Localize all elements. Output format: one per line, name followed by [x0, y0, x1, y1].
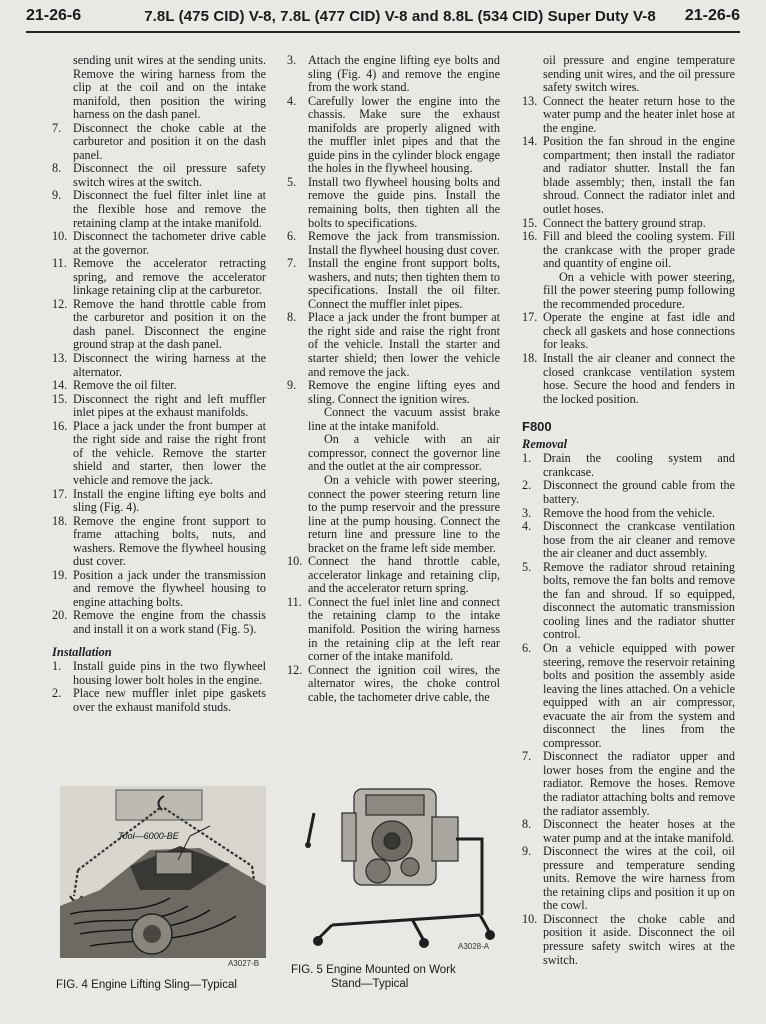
list-item: 10. Disconnect the choke cable and position it aside. Disconnect the oil pressure safety switch wires at the switch.	[522, 911, 735, 967]
lifting-sling-illustration	[60, 786, 266, 958]
list-item: 1. Install guide pins in the two flywheel housing lower bolt holes in the engine.	[52, 659, 266, 687]
paragraph: Connect the vacuum assist brake line at the intake manifold.	[308, 405, 500, 433]
list-item: 11. Remove the accelerator retracting spring, and remove the accelerator linkage retaining clip at the carburetor.	[52, 256, 266, 298]
list-item: 19. Position a jack under the transmission and remove the flywheel housing to engine attaching bolts.	[52, 567, 266, 609]
installation-steps-list	[52, 660, 266, 714]
list-item: 8. Disconnect the heater hoses at the water pump and at the intake manifold.	[522, 817, 735, 845]
figure-4-caption: FIG. 4 Engine Lifting Sling—Typical	[56, 979, 237, 991]
list-item: 10. Disconnect the tachometer drive cable at the governor.	[52, 229, 266, 257]
list-item: 18. Remove the engine front support to frame attaching bolts, nuts, and washers. Remove the flywheel housing dust cover.	[52, 513, 266, 569]
list-item: 4. Carefully lower the engine into the chassis. Make sure the exhaust manifolds are properly aligned with the muffler inlet pipes and that the guide pins in the cylinder block engage the holes in the flywheel housing.	[287, 93, 500, 176]
list-item: 14. Position the fan shroud in the engine compartment; then install the radiator and radiator shutter. Install the fan blade assembly; then, install the fan shroud. Connect the radiator inlet and outlet hoses.	[522, 134, 735, 217]
figure-5-caption-line-2: Stand—Typical	[331, 978, 409, 990]
continued-step: oil pressure and engine temperature sending unit wires, and the oil pressure safety switch wires.	[543, 53, 735, 95]
tool-label: Tool—6000-BE	[118, 831, 179, 841]
figure-4-engine-lifting-sling	[60, 786, 266, 958]
figure-5-engine-on-work-stand	[292, 783, 504, 951]
removal-heading: Removal	[522, 436, 568, 451]
figure-5-caption-line-1: FIG. 5 Engine Mounted on Work	[291, 964, 456, 976]
list-item: 9. Disconnect the fuel filter inlet line at the flexible hose and remove the retaining clamp at the intake manifold.	[52, 188, 266, 230]
list-item: 7. Disconnect the choke cable at the carburetor and position it on the dash panel.	[52, 120, 266, 162]
list-item: 11. Connect the fuel inlet line and connect the retaining clamp to the intake manifold. Position the wiring harness in the retaining clip at the left rear corner of the intake manifold.	[287, 594, 500, 664]
list-item: 12. Connect the ignition coil wires, the alternator wires, the choke control cable, the tachometer drive cable, the	[287, 662, 500, 704]
list-item: 16. Place a jack under the front bumper at the right side and raise the right front of the vehicle. Remove the starter shield and starter, then lower the vehicle and remove the jack.	[52, 418, 266, 487]
installation-steps-list	[287, 54, 500, 704]
list-item: 16. Fill and bleed the cooling system. Fill the crankcase with the proper grade and quantity of engine oil. On a vehicle with power steering, fill the power steering pump following the recommended procedure.	[522, 229, 735, 311]
list-item: 9. Disconnect the wires at the coil, oil pressure and temperature sending units. Remove the wire harness from the retaining clips and position it up on the cowl.	[522, 844, 735, 913]
list-item: 15. Disconnect the right and left muffler inlet pipes at the exhaust manifolds.	[52, 391, 266, 420]
removal-steps-list	[522, 452, 735, 967]
work-stand-illustration	[292, 783, 504, 951]
list-item: 17. Operate the engine at fast idle and check all gaskets and hose connections for leaks.	[522, 310, 735, 352]
removal-steps-list	[52, 122, 266, 637]
list-item: 20. Remove the engine from the chassis and install it on a work stand (Fig. 5).	[52, 608, 266, 636]
column-3	[522, 54, 735, 967]
continued-step: sending unit wires at the sending units. Remove the wiring harness from the clip at the coil and on the intake manifold, then position the wiring harness on the dash panel.	[73, 53, 266, 122]
figure-5-caption	[291, 963, 501, 991]
list-item: 17. Install the engine lifting eye bolts and sling (Fig. 4).	[52, 486, 266, 515]
installation-steps-list	[522, 95, 735, 407]
paragraph: On a vehicle with power steering, fill the power steering pump following the recommended procedure.	[543, 269, 735, 311]
list-item: 8. Place a jack under the front bumper at the right side and raise the right front of the vehicle. Install the starter and starter shield; then lower the vehicle and remove the jack.	[287, 310, 500, 379]
list-item: 8. Disconnect the oil pressure safety switch wires at the switch.	[52, 161, 266, 189]
header-rule	[26, 31, 740, 33]
figure-4-id: A3027-B	[228, 959, 260, 968]
list-item: 5. Remove the radiator shroud retaining bolts, remove the fan bolts and remove the fan and shroud. If so equipped, disconnect the automatic transmission cooling lines and the radiator shutter control.	[522, 559, 735, 642]
page-header	[0, 0, 766, 34]
list-item: 18. Install the air cleaner and connect the closed crankcase ventilation system hose. Secure the hood and fenders in the locked position.	[522, 351, 735, 406]
list-item: 12. Remove the hand throttle cable from the carburetor and position it on the dash panel. Disconnect the engine ground strap at the dash panel.	[52, 296, 266, 352]
list-item: 1. Drain the cooling system and crankcase.	[522, 451, 735, 479]
list-item: 10. Connect the hand throttle cable, accelerator linkage and retaining clip, and the accelerator return spring.	[287, 554, 500, 596]
page-title: 7.8L (475 CID) V-8, 7.8L (477 CID) V-8 and 8.8L (534 CID) Super Duty V-8	[144, 8, 656, 25]
section-heading-f800: F800	[522, 419, 552, 435]
paragraph: On a vehicle with power steering, connect the power steering return line to the pump reservoir and the pressure line at the pump housing. Connect the return line and pressure line to the bracket on the frame left side member.	[308, 472, 500, 555]
list-item: 13. Disconnect the wiring harness at the alternator.	[52, 351, 266, 379]
page-number-right: 21-26-6	[684, 7, 740, 24]
list-item: 4. Disconnect the crankcase ventilation hose from the air cleaner and remove the air cleaner and duct assembly.	[522, 519, 735, 561]
list-item: 2. Disconnect the ground cable from the battery.	[522, 478, 735, 506]
column-1	[52, 54, 266, 714]
figure-5-id: A3028-A	[458, 942, 490, 951]
list-item: 2. Place new muffler inlet pipe gaskets over the exhaust manifold studs.	[52, 686, 266, 714]
list-item: 5. Install two flywheel housing bolts and remove the guide pins. Install the remaining bolts, then tighten all the bolts to specifications.	[287, 174, 500, 230]
page-number-left: 21-26-6	[26, 7, 82, 24]
list-item: 13. Connect the heater return hose to the water pump and the heater inlet hose at the engine.	[522, 93, 735, 135]
installation-heading: Installation	[52, 644, 112, 659]
paragraph: On a vehicle with an air compressor, connect the governor line and the outlet at the air compressor.	[308, 432, 500, 474]
list-item: 15. Connect the battery ground strap.	[522, 215, 706, 230]
list-item: 3. Remove the hood from the vehicle.	[522, 505, 715, 520]
column-2	[287, 54, 500, 704]
list-item: 7. Install the engine front support bolts, washers, and nuts; then tighten them to specifications. Install the oil filter. Connect the muffler inlet pipes.	[287, 256, 500, 311]
list-item: 7. Disconnect the radiator upper and lower hoses from the engine and the radiator. Remove the hoses. Remove the radiator attaching bolts and remove the radiator assembly.	[522, 749, 735, 818]
list-item: 3. Attach the engine lifting eye bolts and sling (Fig. 4) and remove the engine from the work stand.	[287, 53, 500, 95]
list-item: 14. Remove the oil filter.	[52, 378, 177, 393]
list-item: 6. On a vehicle equipped with power steering, remove the reservoir retaining bolts and position the assembly aside leaving the lines attached. On a vehicle equipped with an air compressor, evacuate the air from the system and disconnect the lines from the compressor.	[522, 640, 735, 750]
list-item: 6. Remove the jack from transmission. Install the flywheel housing dust cover.	[287, 229, 500, 257]
list-item: 9. Remove the engine lifting eyes and sling. Connect the ignition wires. Connect the vacuum assist brake line at the intake manifold. On a vehicle with an air compressor, connect the governor line and the outlet at the air compressor. On a vehicle with power steering, connect the power steering return line to the pump reservoir and the pressure line at the pump housing. Connect the return line and pressure line to the bracket on the frame left side member.	[287, 378, 500, 555]
